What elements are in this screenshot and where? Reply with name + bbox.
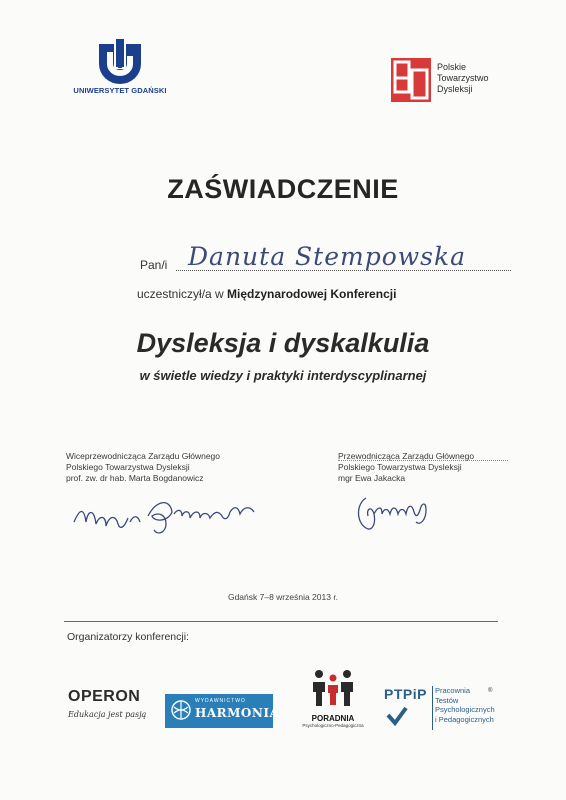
date-place: Gdańsk 7–8 września 2013 r. bbox=[227, 592, 339, 602]
university-crest-icon bbox=[93, 38, 147, 84]
conference-subtitle: w świetle wiedzy i praktyki interdyscyplinarnej bbox=[139, 368, 427, 383]
organizers-label: Organizatorzy konferencji: bbox=[67, 631, 189, 643]
registered-mark-icon: ® bbox=[488, 688, 493, 694]
ptpip-divider bbox=[432, 686, 433, 730]
ptpip-line: Psychologicznych bbox=[435, 705, 495, 714]
recipient-name: Danuta Stempowska bbox=[188, 242, 467, 271]
ptd-name-line: Dysleksji bbox=[437, 84, 473, 94]
ptd-emblem-icon bbox=[391, 58, 431, 102]
ptpip-line: Testów bbox=[435, 695, 459, 705]
signature-right-person: mgr Ewa Jakacka bbox=[338, 473, 406, 483]
university-name: UNIWERSYTET GDAŃSKI bbox=[73, 86, 167, 95]
conference-name: Międzynarodowej Konferencji bbox=[227, 287, 397, 301]
signature-right-role: Przewodnicząca Zarządu Głównego bbox=[338, 451, 475, 461]
ptpip-name: PTPiP bbox=[384, 686, 427, 702]
operon-slogan: Edukacja jest pasją bbox=[68, 710, 147, 719]
operon-logo bbox=[68, 688, 163, 719]
ptd-logo bbox=[391, 58, 541, 108]
university-logo bbox=[70, 38, 170, 95]
poradnia-name: PORADNIA bbox=[311, 714, 355, 723]
signature-right-org: Polskiego Towarzystwa Dysleksji bbox=[338, 462, 462, 472]
harmonia-emblem-icon bbox=[170, 699, 192, 721]
ptpip-logo bbox=[384, 686, 514, 732]
ptpip-line: i Pedagogicznych bbox=[435, 714, 494, 724]
operon-name: OPERON bbox=[68, 688, 141, 705]
participation-line bbox=[137, 287, 396, 301]
signature-block-left bbox=[66, 451, 220, 484]
signature-left-role: Wiceprzewodnicząca Zarządu Głównego bbox=[66, 451, 221, 461]
harmonia-name: HARMONIA bbox=[195, 706, 280, 720]
signature-left-handwriting bbox=[70, 492, 270, 536]
conference-title: Dysleksja i dyskalkulia bbox=[136, 328, 430, 358]
participation-text: uczestniczył/a w bbox=[137, 287, 224, 301]
signature-right-handwriting bbox=[352, 488, 442, 540]
ptd-name-line: Towarzystwo bbox=[437, 73, 489, 83]
checkmark-icon bbox=[386, 706, 408, 726]
pan-label: Pan/i bbox=[140, 258, 168, 272]
signature-left-person: prof. zw. dr hab. Marta Bogdanowicz bbox=[66, 473, 204, 483]
poradnia-figures-icon bbox=[307, 668, 359, 708]
organizers-divider bbox=[64, 621, 498, 622]
poradnia-logo bbox=[298, 668, 368, 728]
ptd-name bbox=[437, 62, 489, 95]
signature-block-right bbox=[338, 451, 474, 484]
certificate-title: ZAŚWIADCZENIE bbox=[167, 174, 399, 204]
ptpip-line: Pracownia bbox=[435, 686, 471, 695]
signature-left-org: Polskiego Towarzystwa Dysleksji bbox=[66, 462, 190, 472]
ptd-name-line: Polskie bbox=[437, 62, 467, 72]
poradnia-subtitle: Psychologiczno-Pedagogiczna bbox=[302, 723, 364, 728]
harmonia-publisher-label: WYDAWNICTWO bbox=[195, 698, 246, 704]
ptpip-full-name bbox=[435, 686, 495, 724]
harmonia-logo bbox=[165, 694, 280, 728]
